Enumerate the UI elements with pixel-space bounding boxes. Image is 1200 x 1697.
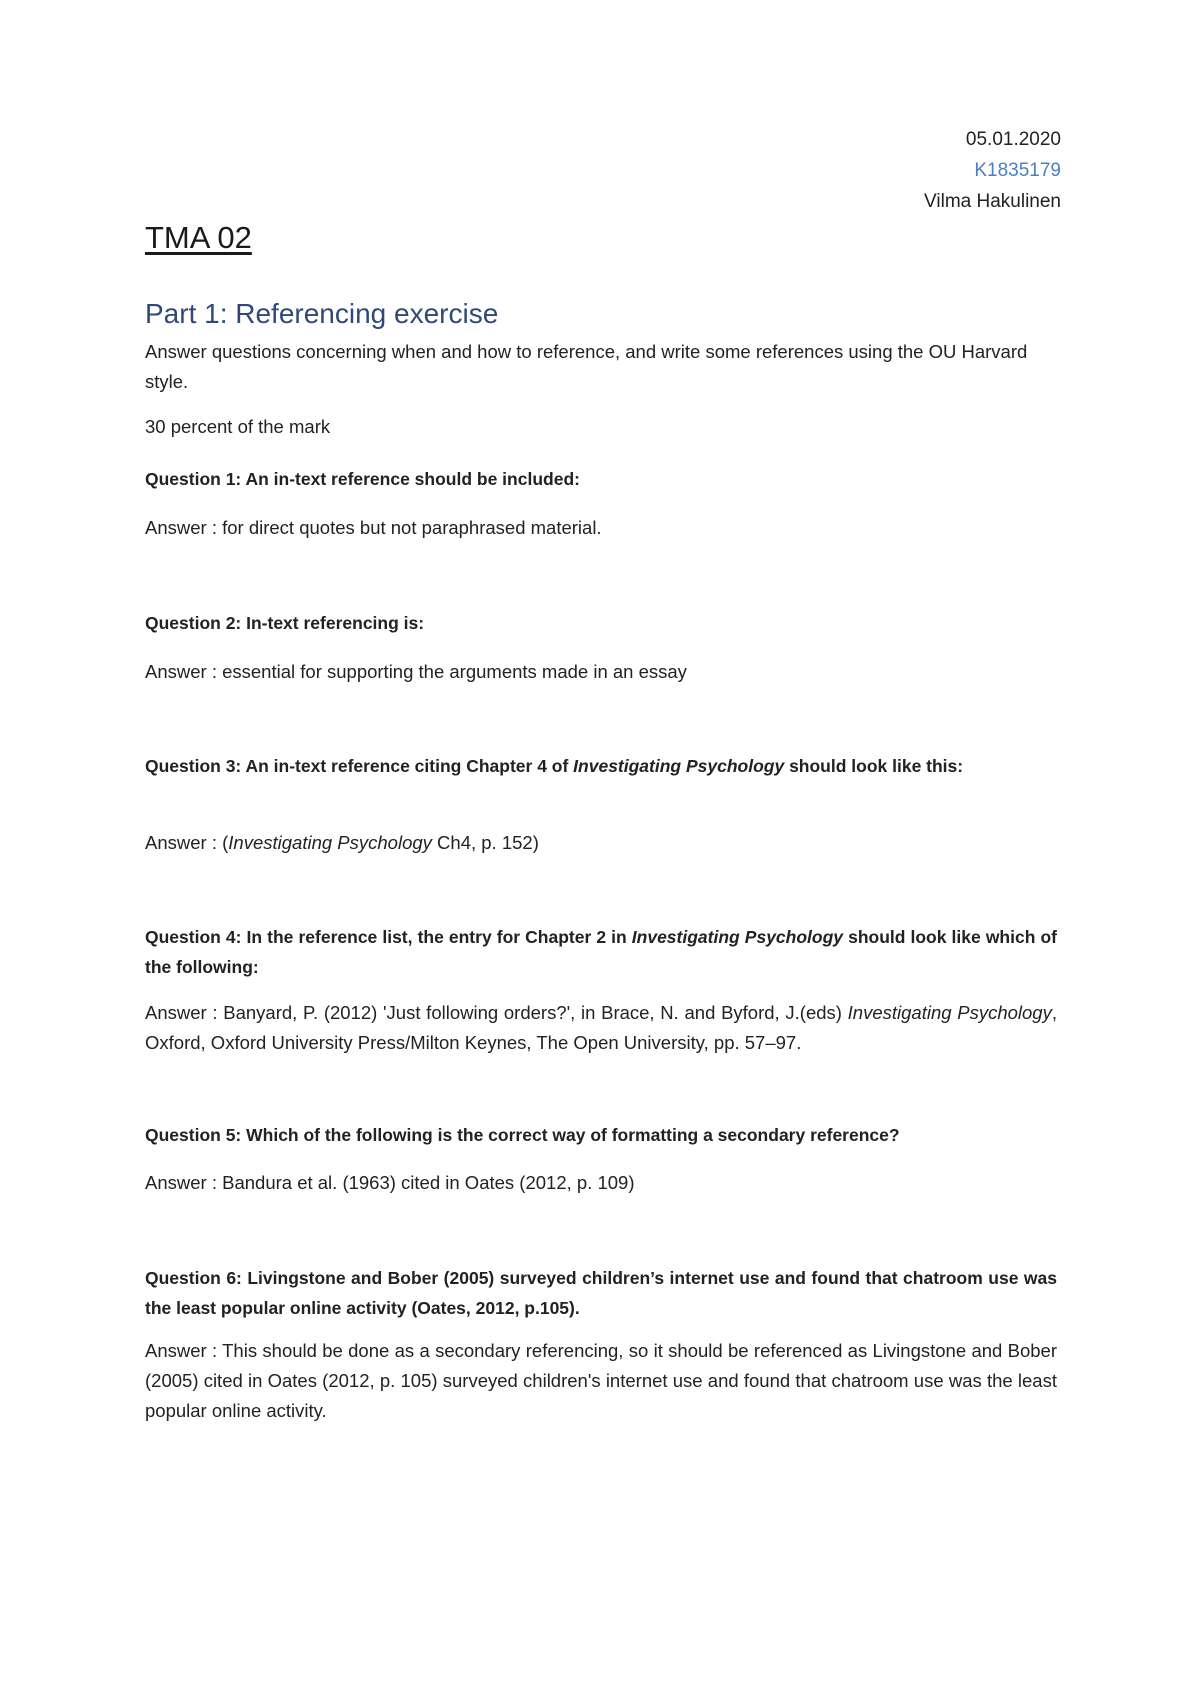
- question-4-text-end: should look like which of the following:: [145, 927, 1057, 977]
- question-3-book-title: Investigating Psychology: [573, 756, 785, 776]
- answer-2: Answer : essential for supporting the arguments made in an essay: [145, 661, 687, 682]
- answer-4: [145, 998, 1057, 1058]
- question-5: Question 5: Which of the following is the correct way of formatting a secondary reference?: [145, 1125, 900, 1145]
- answer-4-text: Answer : Banyard, P. (2012) 'Just following orders?', in Brace, N. and Byford, J.(eds): [145, 1002, 848, 1023]
- answer-6: Answer : This should be done as a secondary referencing, so it should be referenced as Livingstone and Bober (2005) cited in Oates (2012, p. 105) surveyed children's internet use and found that chatroom use was the least popular online activity.: [145, 1340, 1057, 1421]
- question-4-book-title: Investigating Psychology: [631, 927, 844, 947]
- question-4: [145, 922, 1057, 982]
- question-3-text-end: should look like this:: [784, 756, 964, 776]
- question-3: [145, 751, 1057, 781]
- answer-4-text-end: , Oxford, Oxford University Press/Milton Keynes, The Open University, pp. 57–97.: [145, 1002, 1057, 1053]
- student-id: K1835179: [974, 160, 1061, 181]
- question-1: Question 1: An in-text reference should be included:: [145, 469, 580, 489]
- question-4-text: Question 4: In the reference list, the entry for Chapter 2 in: [145, 927, 632, 947]
- question-3-text: Question 3: An in-text reference citing Chapter 4 of: [145, 756, 574, 776]
- answer-3-text-end: Ch4, p. 152): [431, 832, 539, 853]
- answer-4-book-title: Investigating Psychology: [847, 1002, 1052, 1023]
- part-intro: Answer questions concerning when and how to reference, and write some references using the OU Harvard style.: [145, 341, 1028, 392]
- part-heading: Part 1: Referencing exercise: [145, 298, 499, 329]
- answer-1: Answer : for direct quotes but not paraphrased material.: [145, 517, 602, 538]
- document-title: TMA 02: [145, 220, 252, 255]
- student-name: Vilma Hakulinen: [924, 191, 1061, 212]
- date: 05.01.2020: [965, 129, 1061, 150]
- answer-3-text: Answer : (: [145, 832, 229, 853]
- header-block: [924, 124, 1061, 217]
- mark-note: 30 percent of the mark: [145, 416, 331, 437]
- answer-5: Answer : Bandura et al. (1963) cited in Oates (2012, p. 109): [145, 1172, 635, 1193]
- question-2: Question 2: In-text referencing is:: [145, 613, 425, 633]
- answer-3: [145, 828, 1057, 858]
- answer-3-book-title: Investigating Psychology: [228, 832, 432, 853]
- question-6: Question 6: Livingstone and Bober (2005) surveyed children’s internet use and found that chatroom use was the least popular online activity (Oates, 2012, p.105).: [145, 1268, 1057, 1318]
